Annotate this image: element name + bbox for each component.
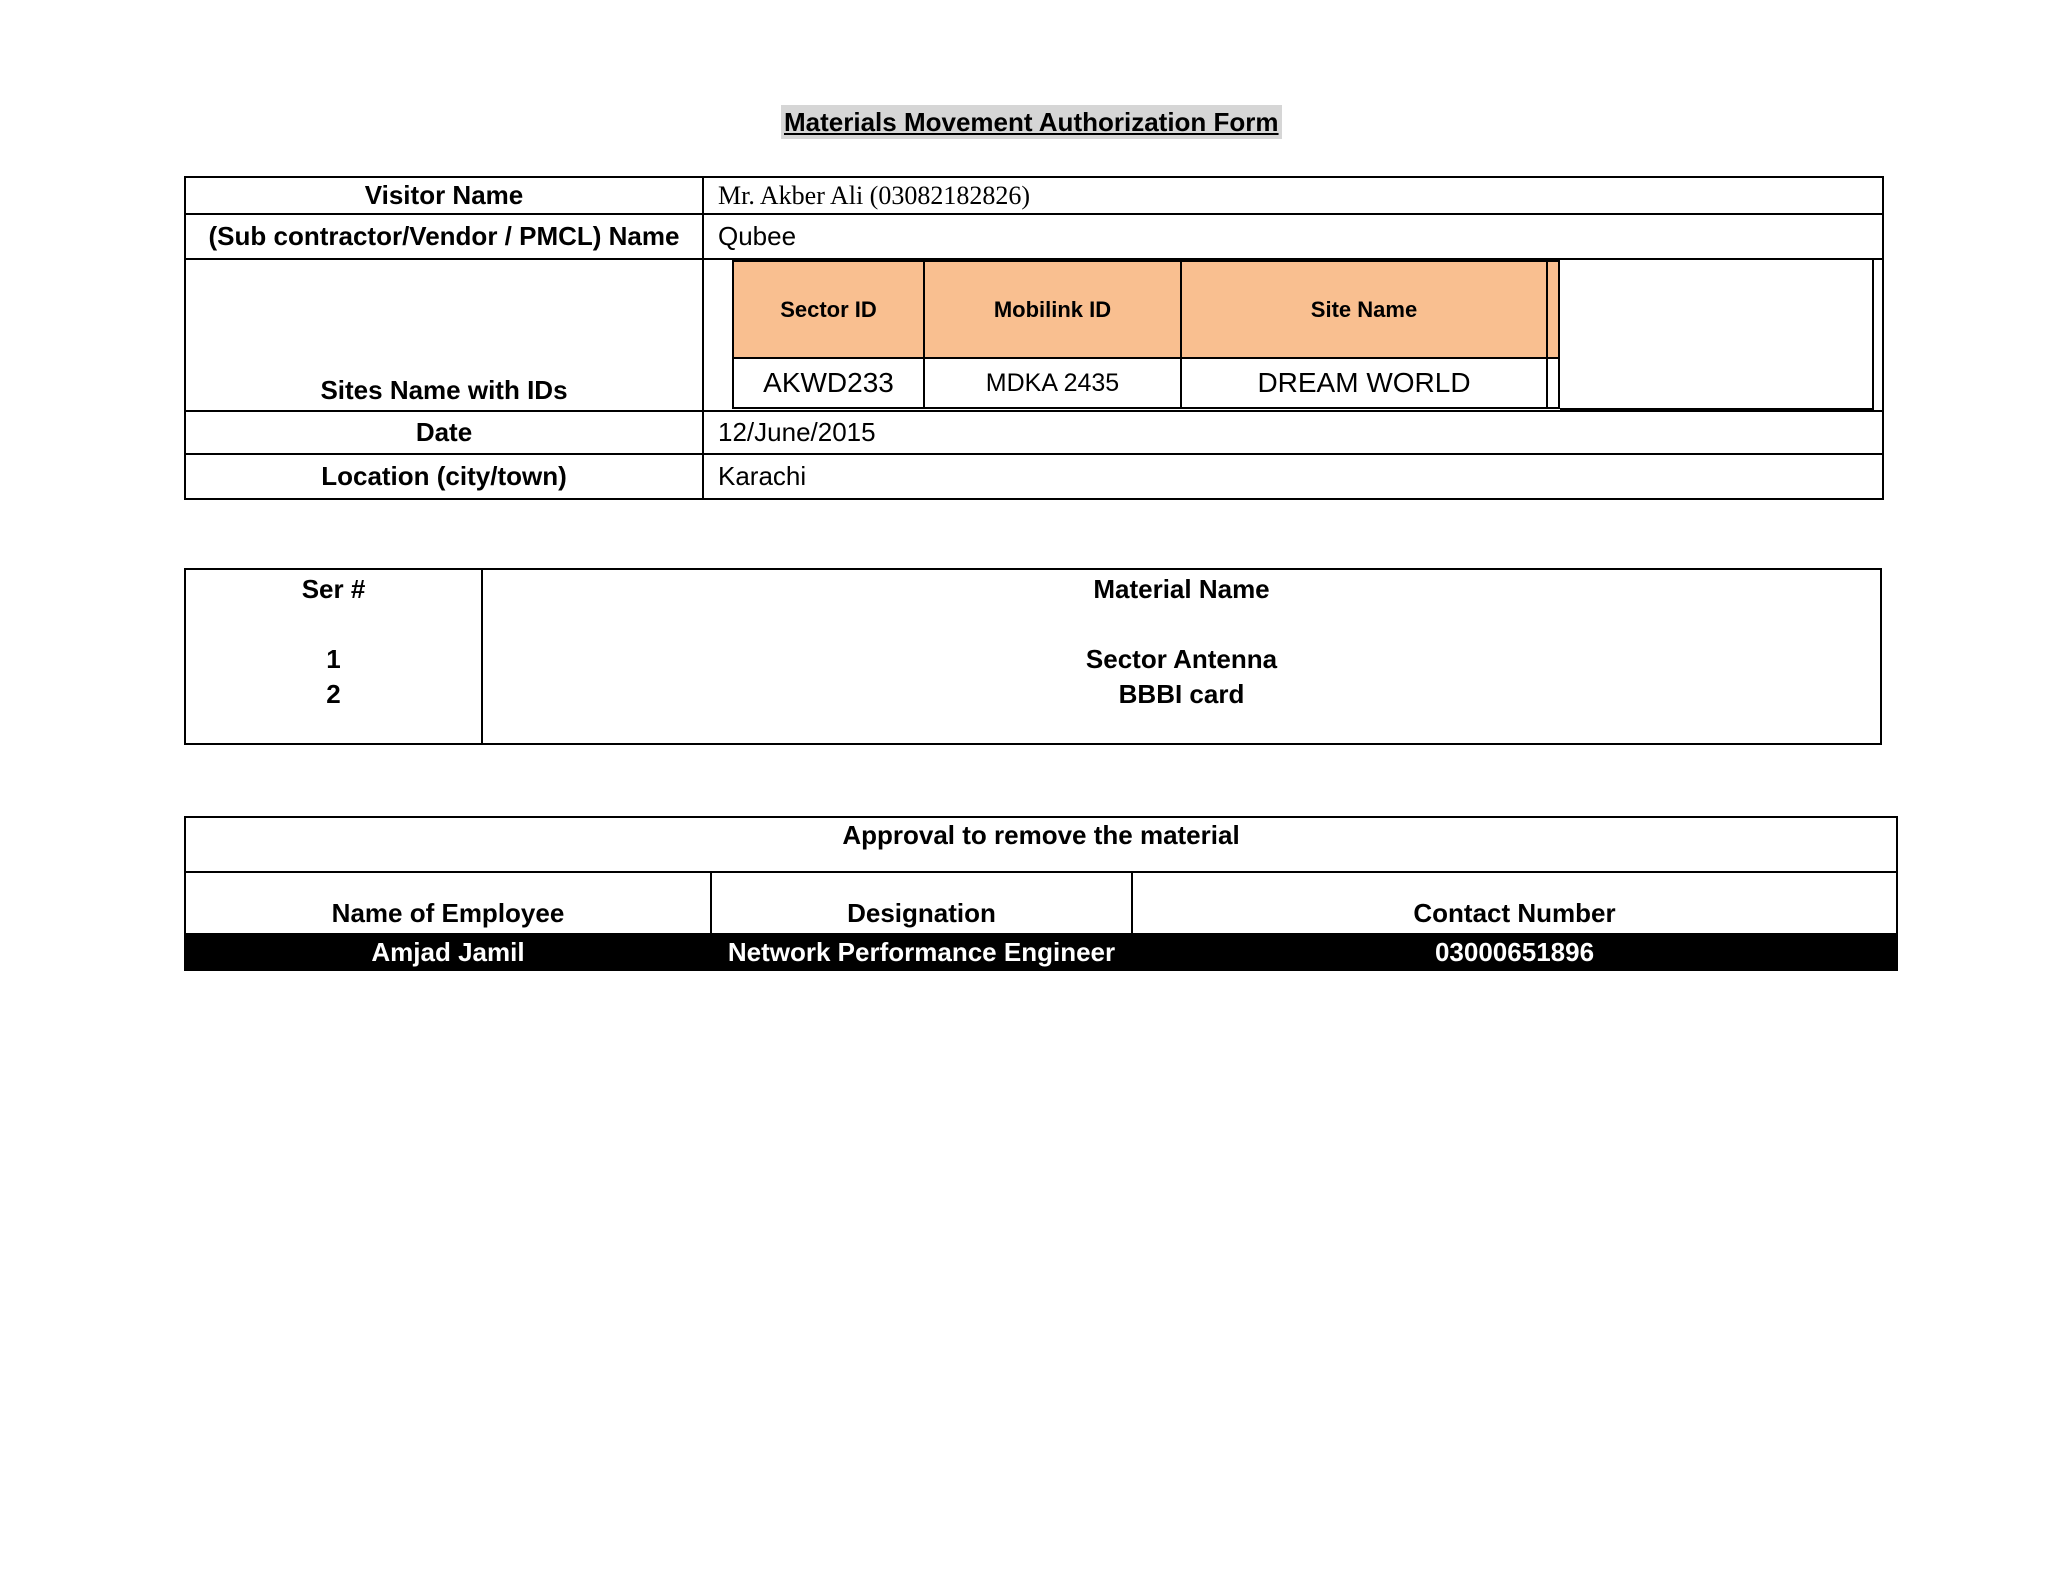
table-row xyxy=(185,569,1881,744)
vendor-row xyxy=(185,214,1883,259)
spacer xyxy=(484,607,1879,642)
blank-cell xyxy=(1547,261,1559,358)
form-title: Materials Movement Authorization Form xyxy=(781,105,1282,139)
site-name-value: DREAM WORLD xyxy=(1181,358,1547,408)
info-table xyxy=(184,176,1884,500)
date-value: 12/June/2015 xyxy=(703,411,1883,454)
divider xyxy=(714,410,744,412)
sites-row xyxy=(185,259,1883,411)
designation: Network Performance Engineer xyxy=(711,934,1132,970)
table-row xyxy=(733,358,1559,408)
approval-title: Approval to remove the material xyxy=(185,817,1897,872)
ser-number: 2 xyxy=(326,679,341,709)
blank-box xyxy=(1560,260,1874,410)
spacer xyxy=(187,607,480,642)
material-name: BBBI card xyxy=(1118,679,1245,709)
visitor-name-row xyxy=(185,177,1883,214)
vendor-value: Qubee xyxy=(703,214,1883,259)
sector-id-header: Sector ID xyxy=(733,261,924,358)
ser-number: 1 xyxy=(326,644,341,674)
sector-id-value: AKWD233 xyxy=(733,358,924,408)
material-name: Sector Antenna xyxy=(1085,644,1278,674)
sites-header-row xyxy=(733,261,1559,358)
contact-number-header: Contact Number xyxy=(1132,872,1897,934)
visitor-name-label: Visitor Name xyxy=(185,177,703,214)
visitor-name-value: Mr. Akber Ali (03082182826) xyxy=(703,177,1883,214)
date-row xyxy=(185,411,1883,454)
approval-table xyxy=(184,816,1898,971)
location-value: Karachi xyxy=(703,454,1883,499)
location-label: Location (city/town) xyxy=(185,454,703,499)
ser-header: Ser # xyxy=(301,574,366,604)
contact-number: 03000651896 xyxy=(1132,934,1897,970)
material-name-header: Material Name xyxy=(1093,574,1270,604)
date-label: Date xyxy=(185,411,703,454)
employee-name: Amjad Jamil xyxy=(185,934,711,970)
sites-table xyxy=(732,260,1560,409)
materials-table xyxy=(184,568,1882,745)
table-row xyxy=(185,934,1897,970)
location-row xyxy=(185,454,1883,499)
material-name-column xyxy=(482,569,1881,744)
vendor-label: (Sub contractor/Vendor / PMCL) Name xyxy=(185,214,703,259)
approval-title-row xyxy=(185,817,1897,872)
blank-cell xyxy=(1547,358,1559,408)
approval-header-row xyxy=(185,872,1897,934)
designation-header: Designation xyxy=(711,872,1132,934)
site-name-header: Site Name xyxy=(1181,261,1547,358)
mobilink-id-header: Mobilink ID xyxy=(924,261,1181,358)
mobilink-id-value: MDKA 2435 xyxy=(924,358,1181,408)
sites-label: Sites Name with IDs xyxy=(185,259,703,411)
ser-column xyxy=(185,569,482,744)
employee-name-header: Name of Employee xyxy=(185,872,711,934)
sites-cell xyxy=(703,259,1883,411)
